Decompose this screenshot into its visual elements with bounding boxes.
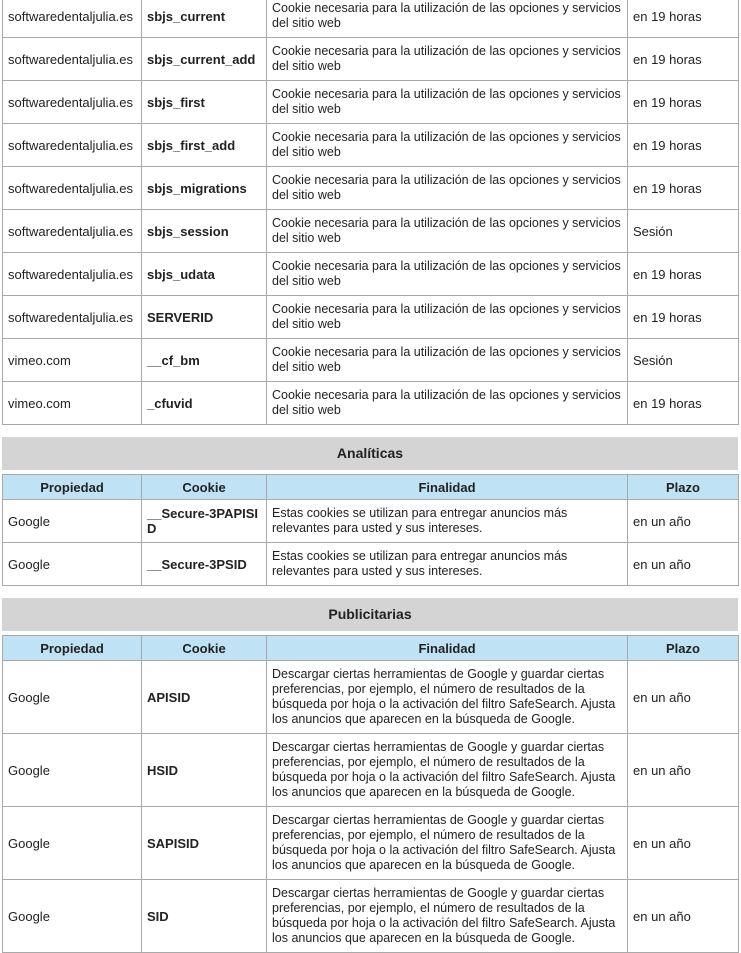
table-row: [3, 296, 739, 339]
term-cell: Sesión: [628, 210, 739, 253]
term-cell: en 19 horas: [628, 38, 739, 81]
term-cell: Sesión: [628, 339, 739, 382]
purpose-cell: Estas cookies se utilizan para entregar anuncios más relevantes para usted y sus intereses.: [267, 543, 628, 586]
term-cell: en 19 horas: [628, 253, 739, 296]
column-header-purpose: Finalidad: [267, 636, 628, 661]
cookie-cell: sbjs_udata: [142, 253, 267, 296]
table-row: [3, 210, 739, 253]
purpose-cell: Cookie necesaria para la utilización de las opciones y servicios del sitio web: [267, 38, 628, 81]
cookie-cell: sbjs_migrations: [142, 167, 267, 210]
property-cell: Google: [3, 880, 142, 953]
table-row: [3, 880, 739, 953]
section-title-analiticas: Analíticas: [2, 437, 738, 470]
term-cell: en 19 horas: [628, 0, 739, 38]
property-cell: Google: [3, 734, 142, 807]
column-header-term: Plazo: [628, 636, 739, 661]
property-cell: Google: [3, 543, 142, 586]
table-row: [3, 661, 739, 734]
term-cell: en un año: [628, 880, 739, 953]
column-header-cookie: Cookie: [142, 636, 267, 661]
section-title-publicitarias: Publicitarias: [2, 598, 738, 631]
purpose-cell: Cookie necesaria para la utilización de las opciones y servicios del sitio web: [267, 124, 628, 167]
purpose-cell: Cookie necesaria para la utilización de las opciones y servicios del sitio web: [267, 210, 628, 253]
term-cell: en 19 horas: [628, 167, 739, 210]
cookie-cell: sbjs_current: [142, 0, 267, 38]
purpose-cell: Descargar ciertas herramientas de Google y guardar ciertas preferencias, por ejemplo, el número de resultados de la búsqueda por hoja o la activación del filtro SafeSearch. Ajusta los anuncios que aparecen en la búsqueda de Google.: [267, 880, 628, 953]
term-cell: en un año: [628, 807, 739, 880]
column-header-term: Plazo: [628, 475, 739, 500]
property-cell: softwaredentaljulia.es: [3, 253, 142, 296]
table-row: [3, 124, 739, 167]
necessary-cookies-table: [2, 0, 739, 425]
table-row: [3, 81, 739, 124]
property-cell: softwaredentaljulia.es: [3, 124, 142, 167]
table-row: [3, 253, 739, 296]
term-cell: en 19 horas: [628, 81, 739, 124]
property-cell: softwaredentaljulia.es: [3, 167, 142, 210]
purpose-cell: Cookie necesaria para la utilización de las opciones y servicios del sitio web: [267, 339, 628, 382]
cookie-cell: __Secure-3PAPISID: [142, 500, 267, 543]
table-row: [3, 543, 739, 586]
property-cell: vimeo.com: [3, 382, 142, 425]
table-row: [3, 500, 739, 543]
table-row: [3, 382, 739, 425]
cookie-cell: sbjs_current_add: [142, 38, 267, 81]
term-cell: en un año: [628, 661, 739, 734]
property-cell: vimeo.com: [3, 339, 142, 382]
cookie-cell: SAPISID: [142, 807, 267, 880]
purpose-cell: Cookie necesaria para la utilización de las opciones y servicios del sitio web: [267, 0, 628, 38]
term-cell: en 19 horas: [628, 382, 739, 425]
term-cell: en 19 horas: [628, 296, 739, 339]
cookie-cell: SID: [142, 880, 267, 953]
property-cell: softwaredentaljulia.es: [3, 296, 142, 339]
cookie-cell: sbjs_session: [142, 210, 267, 253]
advertising-cookies-table: [2, 635, 739, 953]
table-row: [3, 0, 739, 38]
cookie-policy-tables: [2, 0, 738, 953]
cookie-cell: sbjs_first_add: [142, 124, 267, 167]
property-cell: softwaredentaljulia.es: [3, 38, 142, 81]
term-cell: en 19 horas: [628, 124, 739, 167]
term-cell: en un año: [628, 543, 739, 586]
purpose-cell: Cookie necesaria para la utilización de las opciones y servicios del sitio web: [267, 167, 628, 210]
table-row: [3, 807, 739, 880]
table-header-row: [3, 475, 739, 500]
purpose-cell: Cookie necesaria para la utilización de las opciones y servicios del sitio web: [267, 382, 628, 425]
table-row: [3, 167, 739, 210]
cookie-cell: __cf_bm: [142, 339, 267, 382]
table-row: [3, 734, 739, 807]
property-cell: Google: [3, 807, 142, 880]
purpose-cell: Cookie necesaria para la utilización de las opciones y servicios del sitio web: [267, 81, 628, 124]
cookie-cell: __Secure-3PSID: [142, 543, 267, 586]
cookie-cell: APISID: [142, 661, 267, 734]
purpose-cell: Descargar ciertas herramientas de Google y guardar ciertas preferencias, por ejemplo, el número de resultados de la búsqueda por hoja o la activación del filtro SafeSearch. Ajusta los anuncios que aparecen en la búsqueda de Google.: [267, 661, 628, 734]
purpose-cell: Cookie necesaria para la utilización de las opciones y servicios del sitio web: [267, 296, 628, 339]
property-cell: softwaredentaljulia.es: [3, 210, 142, 253]
term-cell: en un año: [628, 734, 739, 807]
column-header-property: Propiedad: [3, 636, 142, 661]
column-header-cookie: Cookie: [142, 475, 267, 500]
property-cell: softwaredentaljulia.es: [3, 0, 142, 38]
table-row: [3, 38, 739, 81]
cookie-cell: _cfuvid: [142, 382, 267, 425]
property-cell: Google: [3, 500, 142, 543]
column-header-property: Propiedad: [3, 475, 142, 500]
purpose-cell: Descargar ciertas herramientas de Google y guardar ciertas preferencias, por ejemplo, el número de resultados de la búsqueda por hoja o la activación del filtro SafeSearch. Ajusta los anuncios que aparecen en la búsqueda de Google.: [267, 734, 628, 807]
analytics-cookies-table: [2, 474, 739, 586]
table-row: [3, 339, 739, 382]
column-header-purpose: Finalidad: [267, 475, 628, 500]
table-header-row: [3, 636, 739, 661]
property-cell: Google: [3, 661, 142, 734]
purpose-cell: Cookie necesaria para la utilización de las opciones y servicios del sitio web: [267, 253, 628, 296]
property-cell: softwaredentaljulia.es: [3, 81, 142, 124]
term-cell: en un año: [628, 500, 739, 543]
cookie-cell: HSID: [142, 734, 267, 807]
purpose-cell: Descargar ciertas herramientas de Google y guardar ciertas preferencias, por ejemplo, el número de resultados de la búsqueda por hoja o la activación del filtro SafeSearch. Ajusta los anuncios que aparecen en la búsqueda de Google.: [267, 807, 628, 880]
cookie-cell: sbjs_first: [142, 81, 267, 124]
purpose-cell: Estas cookies se utilizan para entregar anuncios más relevantes para usted y sus intereses.: [267, 500, 628, 543]
cookie-cell: SERVERID: [142, 296, 267, 339]
